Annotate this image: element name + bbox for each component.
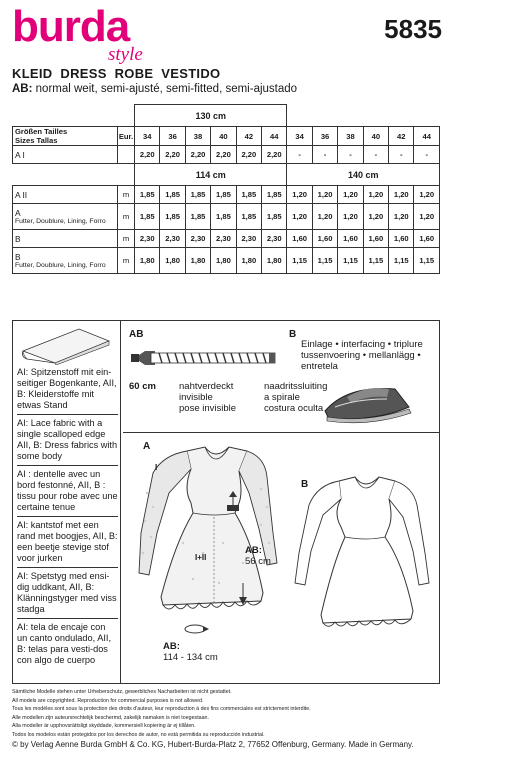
fabric-recommendation: AI: Spetstyg med ensi-dig uddkant, AII, B: Klänningstyger med viss stadga xyxy=(17,571,118,619)
yardage-cell: 2,30 xyxy=(236,230,261,248)
row-label-sub: Futter, Doublure, Lining, Forro xyxy=(15,261,106,269)
row-unit: m xyxy=(118,248,135,274)
size-header-line2: Sizes Tallas xyxy=(15,136,58,145)
table-row xyxy=(13,204,440,230)
row-label xyxy=(13,248,118,274)
yardage-cell: 1,80 xyxy=(160,248,185,274)
footer-line: Tous les modèles sont sous la protection des droits d'auteur, leur reproduction à des fins commerciales est strictement interdite. xyxy=(12,706,311,713)
yardage-cell: 1,20 xyxy=(389,204,414,230)
yardage-cell: - xyxy=(287,146,312,164)
row-label-main: A II xyxy=(15,189,28,200)
notions-area xyxy=(123,321,439,433)
zipper-type-line: naadritssluiting xyxy=(264,381,328,392)
iron-icon xyxy=(317,377,427,425)
hem-value: 114 - 134 cm xyxy=(163,652,218,663)
yardage-cell: 2,20 xyxy=(160,146,185,164)
yardage-cell: 1,20 xyxy=(312,186,337,204)
zipper-icon xyxy=(129,343,279,373)
yardage-cell: 1,85 xyxy=(262,186,287,204)
size-cell: 42 xyxy=(236,127,261,146)
yardage-cell: - xyxy=(389,146,414,164)
zipper-type xyxy=(179,381,236,414)
yardage-cell: 1,85 xyxy=(135,186,160,204)
size-cell: 36 xyxy=(160,127,185,146)
row-label-main: A I xyxy=(15,149,25,160)
yardage-cell: 1,85 xyxy=(135,204,160,230)
yardage-cell: - xyxy=(363,146,388,164)
yardage-cell: 1,20 xyxy=(389,186,414,204)
size-cell: 34 xyxy=(287,127,312,146)
table-row xyxy=(13,248,440,274)
hem-measure xyxy=(163,641,218,663)
row-unit: m xyxy=(118,230,135,248)
yardage-cell: 1,85 xyxy=(236,186,261,204)
yardage-cell: 1,80 xyxy=(211,248,236,274)
yardage-cell: 1,60 xyxy=(312,230,337,248)
width-a: 130 cm xyxy=(135,105,287,127)
size-cell: 36 xyxy=(312,127,337,146)
yardage-cell: 1,85 xyxy=(262,204,287,230)
width-corner xyxy=(13,164,135,186)
yardage-cell: 1,20 xyxy=(287,186,312,204)
yardage-cell: 2,20 xyxy=(262,146,287,164)
zipper-length: 60 cm xyxy=(129,381,156,392)
yardage-cell: 1,85 xyxy=(160,204,185,230)
row-unit: m xyxy=(118,204,135,230)
width-b: 114 cm xyxy=(135,164,287,186)
footer-line: Alle modellen zijn auteursrechtelijk beschermd, zakelijk namaken is niet toegestaan. xyxy=(12,714,209,721)
row-unit xyxy=(118,146,135,164)
yardage-cell: 1,20 xyxy=(414,186,440,204)
yardage-cell: 1,60 xyxy=(363,230,388,248)
yardage-cell: 2,20 xyxy=(135,146,160,164)
yardage-cell: 1,80 xyxy=(236,248,261,274)
size-cell: 44 xyxy=(262,127,287,146)
dress-b-drawing xyxy=(295,477,429,626)
yardage-cell: 1,85 xyxy=(211,186,236,204)
yardage-cell: 1,80 xyxy=(262,248,287,274)
yardage-cell: 1,60 xyxy=(287,230,312,248)
page-title: KLEID DRESS ROBE VESTIDO xyxy=(12,66,221,81)
fabric-recommendation: AI: Spitzenstoff mit ein-seitiger Bogenkante, AII, B: Kleiderstoffe mit etwas Stand xyxy=(17,367,118,415)
yardage-cell: 1,80 xyxy=(135,248,160,274)
length-label: AB: xyxy=(245,545,262,556)
yardage-cell: 1,15 xyxy=(338,248,363,274)
fit-text: normal weit, semi-ajusté, semi-fitted, semi-ajustado xyxy=(32,83,298,95)
size-cell: 40 xyxy=(211,127,236,146)
size-cell: 38 xyxy=(185,127,210,146)
dress-a-drawing xyxy=(139,447,277,633)
row-label-main: B xyxy=(15,251,21,262)
table-row xyxy=(13,186,440,204)
interfacing-line: entretela xyxy=(301,361,338,372)
yardage-cell: 1,15 xyxy=(389,248,414,274)
fabric-list xyxy=(17,367,118,672)
zipper-type-line: invisible xyxy=(179,392,213,403)
yardage-cell: 1,85 xyxy=(185,186,210,204)
footer-line: All models are copyrighted. Reproduction for commercial purposes is not allowed. xyxy=(12,697,204,704)
yardage-cell: 1,60 xyxy=(389,230,414,248)
size-cell: 42 xyxy=(389,127,414,146)
footer-line: Alla modeller är upphovsrättsligt skyddade, kommersiell kopiering är ej tillåten. xyxy=(12,723,196,730)
fabric-recommendation: AI: kantstof met een rand met boogjes, AII, B: een beetje stevige stof voor jurken xyxy=(17,520,118,568)
yardage-cell: 2,30 xyxy=(160,230,185,248)
interfacing-line: Einlage • interfacing • triplure xyxy=(301,339,423,350)
row-label xyxy=(13,186,118,204)
width-blank xyxy=(287,105,440,127)
size-cell: 40 xyxy=(363,127,388,146)
copyright-footer xyxy=(12,688,452,749)
row-label-main: A xyxy=(15,207,21,218)
row-label xyxy=(13,204,118,230)
yardage-cell: 2,20 xyxy=(211,146,236,164)
footer-line: Sämtliche Modelle stehen unter Urheberschutz, gewerbliches Nacharbeiten ist nicht gestattet. xyxy=(12,689,232,695)
fit-prefix: AB: xyxy=(12,83,33,95)
yardage-cell: 2,30 xyxy=(211,230,236,248)
fabric-recommendation: AI : dentelle avec un bord festonné, AII, B : tissu pour robe avec une certaine tenue xyxy=(17,469,118,517)
view-a-part1: I xyxy=(155,463,158,472)
yardage-cell: 1,85 xyxy=(236,204,261,230)
burda-logo xyxy=(12,2,152,66)
row-label-sub: Futter, Doublure, Lining, Forro xyxy=(15,217,106,225)
view-a-part2: I+II xyxy=(195,553,207,562)
size-cell: 38 xyxy=(338,127,363,146)
yardage-cell: - xyxy=(338,146,363,164)
yardage-cell: 1,60 xyxy=(338,230,363,248)
zipper-type-line: pose invisible xyxy=(179,403,237,414)
yardage-cell: 2,30 xyxy=(135,230,160,248)
yardage-cell: 1,20 xyxy=(363,204,388,230)
zipper-view-label: AB xyxy=(129,329,144,340)
view-b-label: B xyxy=(301,479,309,490)
width-c: 140 cm xyxy=(287,164,440,186)
interfacing-text xyxy=(301,339,423,372)
yardage-cell: - xyxy=(312,146,337,164)
notions-panel xyxy=(12,320,440,684)
copyright: © by Verlag Aenne Burda GmbH & Co. KG, Hubert-Burda-Platz 2, 77652 Offenburg, Germany. Made in Germany. xyxy=(12,739,414,749)
size-cell: 34 xyxy=(135,127,160,146)
yardage-cell: 1,20 xyxy=(287,204,312,230)
zipper-type-line: costura oculta xyxy=(264,403,324,414)
fabric-recommendation: AI: tela de encaje con un canto ondulado, AII, B: telas para vesti-dos con algo de cuerpo xyxy=(17,622,111,665)
yardage-cell: 1,20 xyxy=(312,204,337,230)
zipper-type-line: a spirale xyxy=(264,392,300,403)
footer-lines xyxy=(12,688,452,740)
yardage-cell: 1,85 xyxy=(185,204,210,230)
fit-description xyxy=(12,83,297,95)
yardage-cell: 1,15 xyxy=(287,248,312,274)
yardage-cell: 2,30 xyxy=(262,230,287,248)
yardage-cell: 1,20 xyxy=(338,186,363,204)
table-row xyxy=(13,146,440,164)
length-value: 56 cm xyxy=(245,556,271,567)
fabric-swatch-icon xyxy=(19,325,113,365)
size-header-line1: Größen Tailles xyxy=(15,127,68,136)
yardage-cell: 1,80 xyxy=(185,248,210,274)
size-cell: 44 xyxy=(414,127,440,146)
zipper-type-line: nahtverdeckt xyxy=(179,381,234,392)
hem-label: AB: xyxy=(163,641,180,652)
yardage-cell: 2,20 xyxy=(185,146,210,164)
row-label-main: B xyxy=(15,233,21,244)
yardage-cell: 1,60 xyxy=(414,230,440,248)
unit-header: Eur. xyxy=(118,127,135,146)
yardage-cell: 1,15 xyxy=(363,248,388,274)
table-row xyxy=(13,230,440,248)
pattern-number: 5835 xyxy=(384,14,442,44)
fabric-column xyxy=(13,321,121,683)
yardage-cell: 2,30 xyxy=(185,230,210,248)
size-header xyxy=(13,127,118,146)
width-corner xyxy=(13,105,135,127)
yardage-cell: 1,85 xyxy=(160,186,185,204)
yardage-cell: 1,20 xyxy=(338,204,363,230)
interfacing-view-label: B xyxy=(289,329,297,340)
footer-line: Todos los modelos están protegidos por los derechos de autor, no está permitida su reproducción industrial. xyxy=(12,731,265,738)
yardage-cell: 1,85 xyxy=(211,204,236,230)
yardage-cell: 1,20 xyxy=(414,204,440,230)
row-label xyxy=(13,146,118,164)
length-measure xyxy=(245,545,271,567)
row-unit: m xyxy=(118,186,135,204)
fabric-recommendation: AI: Lace fabric with a single scalloped edge AII, B: Dress fabrics with some body xyxy=(17,418,118,466)
yardage-cell: - xyxy=(414,146,440,164)
size-table xyxy=(12,104,440,274)
garment-drawings xyxy=(123,433,439,683)
brand-sub: style xyxy=(108,44,143,65)
yardage-cell: 1,15 xyxy=(312,248,337,274)
interfacing-line: tussenvoering • mellanlägg • xyxy=(301,350,421,361)
brand-name: burda xyxy=(12,2,130,51)
yardage-cell: 2,20 xyxy=(236,146,261,164)
view-a-label: A xyxy=(143,441,151,452)
yardage-cell: 1,15 xyxy=(414,248,440,274)
row-label xyxy=(13,230,118,248)
yardage-cell: 1,20 xyxy=(363,186,388,204)
